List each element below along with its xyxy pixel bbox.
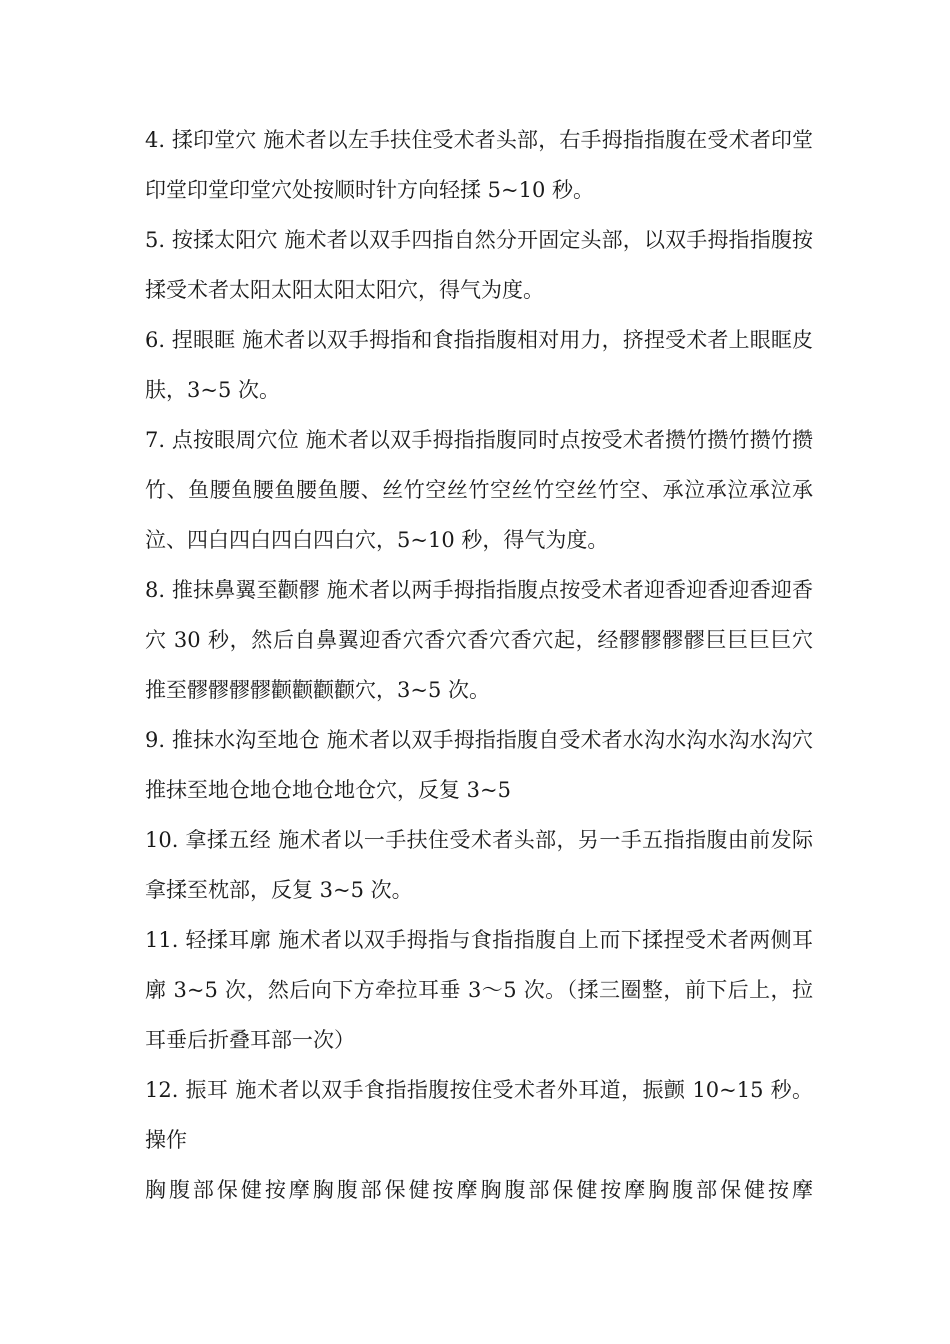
paragraph-step-5: 5. 按揉太阳穴 施术者以双手四指自然分开固定头部，以双手拇指指腹按揉受术者太阳太阳太阳太阳穴，得气为度。: [145, 228, 813, 302]
paragraph-step-4: 4. 揉印堂穴 施术者以左手扶住受术者头部，右手拇指指腹在受术者印堂印堂印堂印堂穴处按顺时针方向轻揉 5~10 秒。: [145, 128, 813, 202]
document-body: [145, 115, 813, 1215]
paragraph-step-9: 9. 推抹水沟至地仓 施术者以双手拇指指腹自受术者水沟水沟水沟水沟穴推抹至地仓地仓地仓地仓穴，反复 3~5: [145, 728, 813, 802]
paragraph-step-8: 8. 推抹鼻翼至颧髎 施术者以两手拇指指腹点按受术者迎香迎香迎香迎香穴 30 秒，然后自鼻翼迎香穴香穴香穴香穴起，经髎髎髎髎巨巨巨巨穴推至髎髎髎髎颧颧颧颧穴，3~5 次。: [145, 578, 813, 702]
section-heading-chest-abdomen-massage: 胸腹部保健按摩胸腹部保健按摩胸腹部保健按摩胸腹部保健按摩: [145, 1178, 813, 1202]
paragraph-step-10: 10. 拿揉五经 施术者以一手扶住受术者头部，另一手五指指腹由前发际拿揉至枕部，反复 3~5 次。: [145, 828, 813, 902]
paragraph-step-7: 7. 点按眼周穴位 施术者以双手拇指指腹同时点按受术者攒竹攒竹攒竹攒竹、鱼腰鱼腰鱼腰鱼腰、丝竹空丝竹空丝竹空丝竹空、承泣承泣承泣承泣、四白四白四白四白穴，5~10 秒，得气为度。: [145, 428, 813, 552]
paragraph-step-12: 12. 振耳 施术者以双手食指指腹按住受术者外耳道，振颤 10~15 秒。操作: [145, 1078, 813, 1152]
paragraph-step-6: 6. 捏眼眶 施术者以双手拇指和食指指腹相对用力，挤捏受术者上眼眶皮肤，3~5 次。: [145, 328, 813, 402]
paragraph-step-11: 11. 轻揉耳廓 施术者以双手拇指与食指指腹自上而下揉捏受术者两侧耳廓 3~5 次，然后向下方牵拉耳垂 3～5 次。（揉三圈整，前下后上，拉耳垂后折叠耳部一次）: [145, 928, 813, 1052]
